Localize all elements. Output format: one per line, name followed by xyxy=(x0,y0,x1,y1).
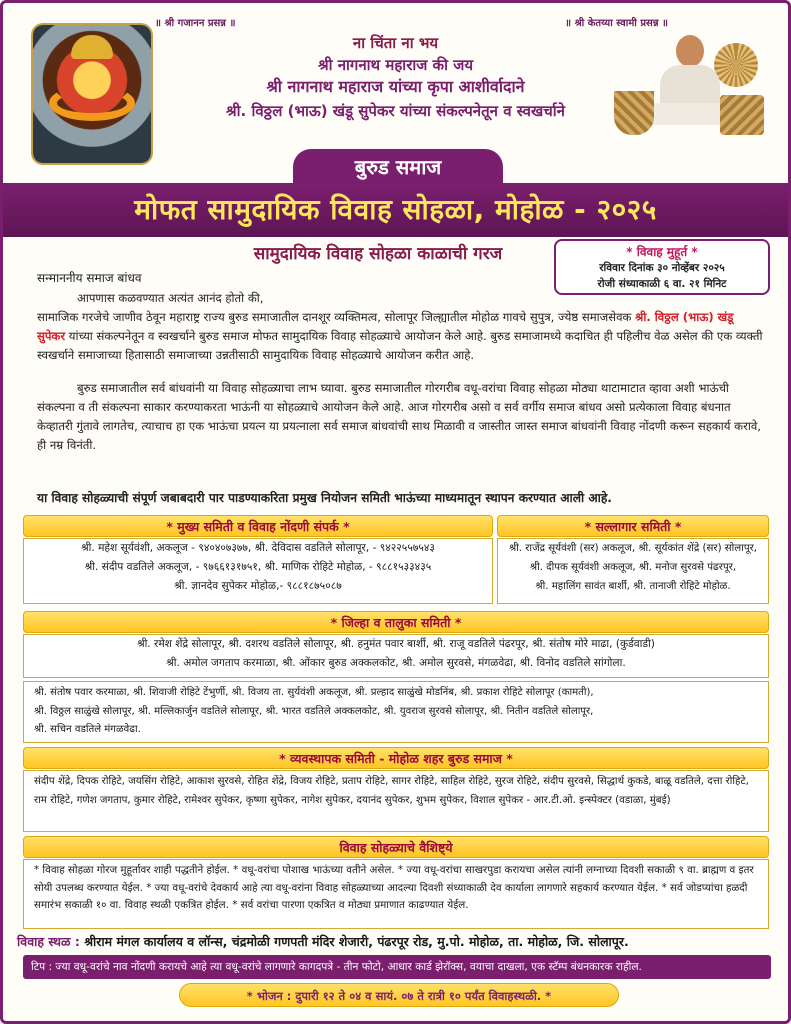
subtitle: सामुदायिक विवाह सोहळा काळाची गरज xyxy=(253,244,503,264)
header-line-2: श्री नागनाथ महाराज की जय xyxy=(317,56,474,74)
district-line: श्री. रमेश शेंद्रे सोलापूर, श्री. दशरथ वडतिले सोलापूर, श्री. हनुमंत पवार बार्शी, श्री. राजू वडतिले पंढरपूर, श्री. संतोष मोरे माढा, (कुर्डवाडी) xyxy=(137,638,655,650)
header-line-3: श्री नागनाथ महाराज यांच्या कृपा आशीर्वादाने xyxy=(266,77,525,96)
district-line: श्री. सचिन वडतिले मंगळवेढा. xyxy=(34,724,141,735)
management-committee-box: संदीप शेंद्रे, दिपक रोहिटे, जयसिंग रोहिटे, आकाश सुरवसे, रोहित शेंद्रे, विजय रोहिटे, प्रताप रोहिटे, सागर रोहिटे, साहिल रोहिटे, सुरज रोहिटे, संदीप सुरवसे, सिद्धार्थ कुकडे, बाळू वडतिले, दत्ता रोहिटे, राम रोहिटे, गणेश जगताप, कुमार रोहिटे, रामेश्वर सुपेकर, कृष्णा सुपेकर, नागेश सुपेकर, दयानंद सुपेकर, शुभम सुपेकर, विशाल सुपेकर - आर.टी.ओ. इन्स्पेक्टर (वडाळा, मुंबई) xyxy=(23,770,769,832)
advisory-line: श्री. महालिंग सावंत बार्शी, श्री. तानाजी रोहिटे मोहोळ. xyxy=(535,581,731,592)
muhurt-time: रोजी संध्याकाळी ६ वा. २१ मिनिट xyxy=(597,278,727,290)
header xyxy=(3,3,788,153)
paragraph-1-intro: आपणास कळवण्यात अत्यंत आनंद होतो की, xyxy=(77,291,264,305)
advisory-line: श्री. राजेंद्र सूर्यवंशी (सर) अकलूज, श्री. सूर्यकांत शेंद्रे (सर) सोलापूर, xyxy=(508,543,758,554)
venue-label: विवाह स्थळ : xyxy=(17,934,80,949)
fan-shape xyxy=(714,43,758,87)
saint-image xyxy=(614,31,764,143)
header-line-4: श्री. विठ्ठल (भाऊ) खंडू सुपेकर यांच्या संकल्पनेतून व स्वखर्चाने xyxy=(226,102,565,120)
main-committee-line: श्री. संदीप वडतिले अकलूज, - ९७६६१३१७५१, श्री. माणिक रोहिटे मोहोळ, - ९८८१५३३४३५ xyxy=(84,561,432,573)
greeting: सन्माननीय समाज बांधव xyxy=(37,271,142,285)
advisory-line: श्री. दीपक सूर्यवंशी अकलूज, श्री. मनोज सुरवसे पंढरपूर, xyxy=(529,562,737,573)
district-line: श्री. अमोल जगताप करमाळा, श्री. ओंकार बुरुड अक्कलकोट, श्री. अमोल सुरवसे, मंगळवेढा, श्री. विनोद वडतिले सांगोला. xyxy=(166,657,626,669)
tag-right: ॥ श्री केतय्या स्वामी प्रसन्न ॥ xyxy=(565,18,668,29)
venue-text: श्रीराम मंगल कार्यालय व लॉन्स, चंद्रमोळी गणपती मंदिर शेजारी, पंढरपूर रोड, मु.पो. मोहोळ, ता. मोहोळ, जि. सोलापूर. xyxy=(84,934,629,949)
main-committee-line: श्री. ज्ञानदेव सुपेकर मोहोळ,- ९८८१८७५०८७ xyxy=(174,580,342,592)
bhojan-bar: * भोजन : दुपारी १२ ते ०४ व सायं. ०७ ते रात्री १० पर्यंत विवाहस्थळी. * xyxy=(179,983,619,1007)
district-line: श्री. विठ्ठल साळुंखे सोलापूर, श्री. मल्लिकार्जुन वडतिले सोलापूर, श्री. भारत वडतिले अक्कलकोट, श्री. युवराज सुरवसे सोलापूर, श्री. नितीन वडतिले सोलापूर, xyxy=(34,705,594,717)
community-label: बुरुड समाज xyxy=(293,149,503,185)
paragraph-2: बुरुड समाजातील सर्व बांधवांनी या विवाह सोहळ्याचा लाभ घ्यावा. बुरुड समाजातील गोरगरीब वधू-वरांचा विवाह सोहळा मोठ्या थाटामाटात व्हावा अशी भाऊंची संकल्पना व ती संकल्पना साकार करण्याकरता भाऊंनी या सोहळ्याचे आयोजन केले आहे. आज गोरगरीब असो व सर्व वर्गीय समाज बांधव असो प्रत्येकाला विवाह बंधनात केव्हातरी गुंतावे लागतेच, त्याचाच हा एक भाऊंचा प्रयत्न या प्रयत्नाला सर्व समाज बांधवांची साथ मिळावी व जास्तीत जास्त समाज बांधवांनी विवाह नोंदणी करून सहकार्य करावे, ही नम्र विनंती. xyxy=(37,381,761,452)
district-committee-box-1 xyxy=(23,634,769,678)
main-title: मोफत सामुदायिक विवाह सोहळा, मोहोळ - २०२५ xyxy=(3,183,788,237)
muhurt-date: रविवार दिनांक ३० नोव्हेंबर २०२५ xyxy=(599,262,725,274)
management-committee-heading: * व्यवस्थापक समिती - मोहोळ शहर बुरुड समाज * xyxy=(23,747,769,769)
paragraph-1-rest: यांच्या संकल्पनेतून व स्वखर्चाने बुरुड समाज मोफत सामुदायिक विवाह सोहळ्याचे आयोजन केले आहे. बुरुड समाजामध्ये कदाचित ही पहिलीच वेळ असेल की एक व्यक्ती स्वखर्चाने समाजाच्या हितासाठी समाजाच्या उन्नतीसाठी सामुदायिक विवाह सोहळ्याचे आयोजन करीत आहे. xyxy=(37,329,763,362)
features-heading: विवाह सोहळ्याचे वैशिष्ट्ये xyxy=(23,836,769,858)
basket-icon xyxy=(720,95,764,135)
features-box: * विवाह सोहळा गोरज मुहूर्तावर शाही पद्धतीने होईल. * वधू-वरांचा पोशाख भाऊंच्या वतीने असेल. * ज्या वधू-वरांचा साखरपुडा करायचा असेल त्यांनी लग्नाच्या दिवशी सकाळी ९ वा. ब्राह्मण व इतर सोयी उपलब्ध करण्यात येईल. * ज्या वधू-वरांचे देवकार्य आहे त्या वधू-वरांना विवाह सोहळ्याच्या आदल्या दिवशी संध्याकाळी देव कार्याला लागणारे सहकार्य करण्यात येईल. * सर्व जोडप्यांचा हळदी समारंभ सकाळी १० वा. विवाह स्थळी एकत्रित होईल. * सर्व वरांचा पारणा एकत्रित व मोठ्या प्रमाणात काढण्यात येईल. xyxy=(23,859,769,929)
district-committee-box-2 xyxy=(23,681,769,743)
main-committee-box xyxy=(23,538,493,604)
advisory-committee-box xyxy=(497,538,769,604)
basket-icon xyxy=(614,91,654,135)
advisory-committee-heading: * सल्लागार समिती * xyxy=(497,515,769,537)
muhurt-heading: * विवाह मुहूर्त * xyxy=(626,245,698,259)
tip-bar: टिप : ज्या वधू-वरांचे नाव नोंदणी करायचे आहे त्या वधू-वरांचे लागणारे कागदपत्रे - तीन फोटो, आधार कार्ड झेरॉक्स, वयाचा दाखला, एक स्टॅम्प बंधनकारक राहील. xyxy=(23,955,771,979)
sponsor-name: श्री. विठ्ठल (भाऊ) खंडू सुपेकर xyxy=(37,310,734,343)
paragraph-3: या विवाह सोहळ्याची संपूर्ण जबाबदारी पार पाडण्याकरिता प्रमुख नियोजन समिती भाऊंच्या माध्यमातून स्थापन करण्यात आली आहे. xyxy=(37,491,612,505)
main-committee-heading: * मुख्य समिती व विवाह नोंदणी संपर्क * xyxy=(23,515,493,537)
saint-head xyxy=(676,35,704,67)
district-line: श्री. संतोष पवार करमाळा, श्री. शिवाजी रोहिटे टेंभुर्णी, श्री. विजय ता. सुर्यवंशी अकलूज, श्री. प्रल्हाद साळुंखे मोडनिंब, श्री. प्रकाश रोहिटे सोलापूर (कामती), xyxy=(34,687,594,698)
tag-left: ॥ श्री गजानन प्रसन्न ॥ xyxy=(155,18,236,29)
paragraph-1-text: सामाजिक गरजेचे जाणीव ठेवून महाराष्ट्र राज्य बुरुड समाजातील दानशूर व्यक्तिमत्व, सोलापूर जिल्ह्यातील मोहोळ गावचे सुपुत्र, ज्येष्ठ समाजसेवक xyxy=(37,310,632,324)
main-committee-line: श्री. महेश सूर्यवंशी, अकलूज - ९४०४०७३७७, श्री. देविदास वडतिले सोलापूर, - ९४२२५५७५४३ xyxy=(81,542,435,554)
paragraph-1 xyxy=(37,289,765,365)
venue xyxy=(17,931,777,953)
district-committee-heading: * जिल्हा व तालुका समिती * xyxy=(23,611,769,633)
header-line-1: ना चिंता ना भय xyxy=(352,34,439,52)
